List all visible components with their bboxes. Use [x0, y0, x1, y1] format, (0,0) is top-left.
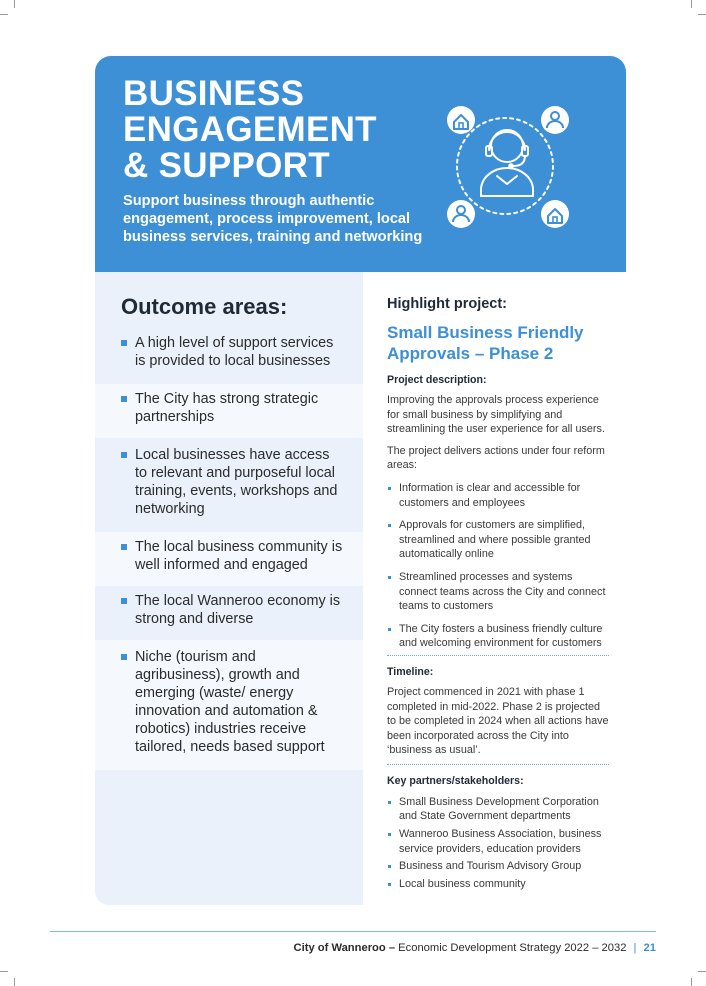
square-bullet-icon [121, 654, 127, 660]
highlight-project-column [387, 296, 612, 894]
timeline-heading: Timeline: [387, 665, 434, 678]
square-bullet-icon [121, 452, 127, 458]
outcome-text: Local businesses have access to relevant and purposeful local training, events, workshops and networking [135, 447, 338, 517]
bullet-icon [388, 628, 391, 631]
highlight-project-title: Small Business Friendly Approvals – Phase 2 [387, 323, 584, 363]
crop-mark-left-top [0, 14, 8, 15]
page-footer [294, 942, 656, 954]
crop-mark-left-bottom [0, 971, 8, 972]
outcome-text: The local Wanneroo economy is strong and diverse [135, 593, 341, 627]
outcome-areas-panel [95, 272, 363, 905]
crop-mark-top-left [14, 0, 15, 8]
partner-text: Business and Tourism Advisory Group [399, 860, 582, 873]
reform-item-text: Information is clear and accessible for customers and employees [399, 481, 581, 509]
house-node-icon [447, 106, 475, 134]
partner-text: Local business community [399, 877, 526, 890]
person-node-icon [541, 106, 569, 134]
section-subtitle: Support business through authentic engagement, process improvement, local business services, training and networking [123, 193, 423, 245]
customer-support-network-icon [435, 96, 575, 236]
outcome-text: The local business community is well informed and engaged [135, 539, 343, 573]
footer-divider: | [633, 942, 637, 954]
person-node-icon [447, 200, 475, 228]
page-number: 21 [643, 942, 656, 954]
outcome-item [95, 532, 363, 586]
reform-list-item [387, 518, 612, 562]
section-title [123, 76, 423, 184]
footer-organisation: City of Wanneroo – [293, 942, 396, 954]
partners-list [387, 795, 612, 892]
timeline-text: Project commenced in 2021 with phase 1 completed in mid-2022. Phase 2 is projected to be completed in 2024 when all actions have been incorporated across the City into ‘business as usual’. [387, 685, 609, 757]
section-title-line: & SUPPORT [123, 146, 330, 185]
outcome-areas-heading: Outcome areas: [121, 294, 288, 319]
outcome-text: The City has strong strategic partnerships [135, 391, 319, 425]
reform-item-text: Approvals for customers are simplified, streamlined and where possible granted automatically online [399, 519, 591, 561]
section-title-line: ENGAGEMENT [123, 110, 377, 149]
reform-item-text: Streamlined processes and systems connect teams across the City and connect teams to customers [399, 570, 606, 613]
footer-document-title: Economic Development Strategy 2022 – 2032 [398, 942, 627, 954]
partner-list-item [387, 795, 612, 824]
crop-mark-bottom-left [14, 978, 15, 986]
outcome-item [95, 384, 363, 438]
square-bullet-icon [121, 396, 127, 402]
description-heading: Project description: [387, 374, 487, 386]
square-bullet-icon [121, 598, 127, 604]
outcome-item [95, 586, 363, 640]
bullet-icon [388, 883, 391, 886]
reform-list-item [387, 622, 612, 651]
house-node-icon [541, 200, 569, 228]
partner-list-item [387, 859, 612, 874]
crop-mark-top-right [691, 0, 692, 8]
bullet-icon [388, 576, 391, 579]
bullet-icon [388, 833, 391, 836]
dotted-divider [387, 655, 609, 656]
reform-list [387, 481, 612, 651]
partners-heading: Key partners/stakeholders: [387, 774, 524, 787]
partner-list-item [387, 877, 612, 892]
description-text: Improving the approvals process experience for small business by simplifying and streamlining the user experience for all users. [387, 394, 605, 436]
crop-mark-right-bottom [698, 971, 706, 972]
outcome-text: Niche (tourism and agribusiness), growth and emerging (waste/ energy innovation and automation & robotics) industries receive tailored, needs based support [135, 649, 325, 755]
outcome-item [95, 438, 363, 532]
square-bullet-icon [121, 340, 127, 346]
reform-intro-text: The project delivers actions under four reform areas: [387, 444, 605, 472]
partner-text: Wanneroo Business Association, business service providers, education providers [399, 828, 602, 855]
highlight-label: Highlight project: [387, 296, 508, 312]
outcome-item [95, 328, 363, 384]
bullet-icon [388, 524, 391, 527]
square-bullet-icon [121, 544, 127, 550]
bullet-icon [388, 487, 391, 490]
bullet-icon [388, 865, 391, 868]
footer-rule [50, 931, 656, 932]
partner-list-item [387, 827, 612, 856]
dotted-divider [387, 764, 609, 765]
outcome-text: A high level of support services is provided to local businesses [135, 335, 334, 369]
outcome-list [95, 328, 363, 770]
reform-item-text: The City fosters a business friendly culture and welcoming environment for customers [399, 622, 603, 650]
partner-text: Small Business Development Corporation and State Government departments [399, 795, 599, 823]
section-title-line: BUSINESS [123, 74, 305, 113]
crop-mark-right-top [698, 14, 706, 15]
outcome-item [95, 640, 363, 770]
bullet-icon [388, 801, 391, 804]
reform-list-item [387, 481, 612, 510]
crop-mark-bottom-right [691, 978, 692, 986]
reform-list-item [387, 570, 612, 614]
section-banner [95, 56, 626, 272]
